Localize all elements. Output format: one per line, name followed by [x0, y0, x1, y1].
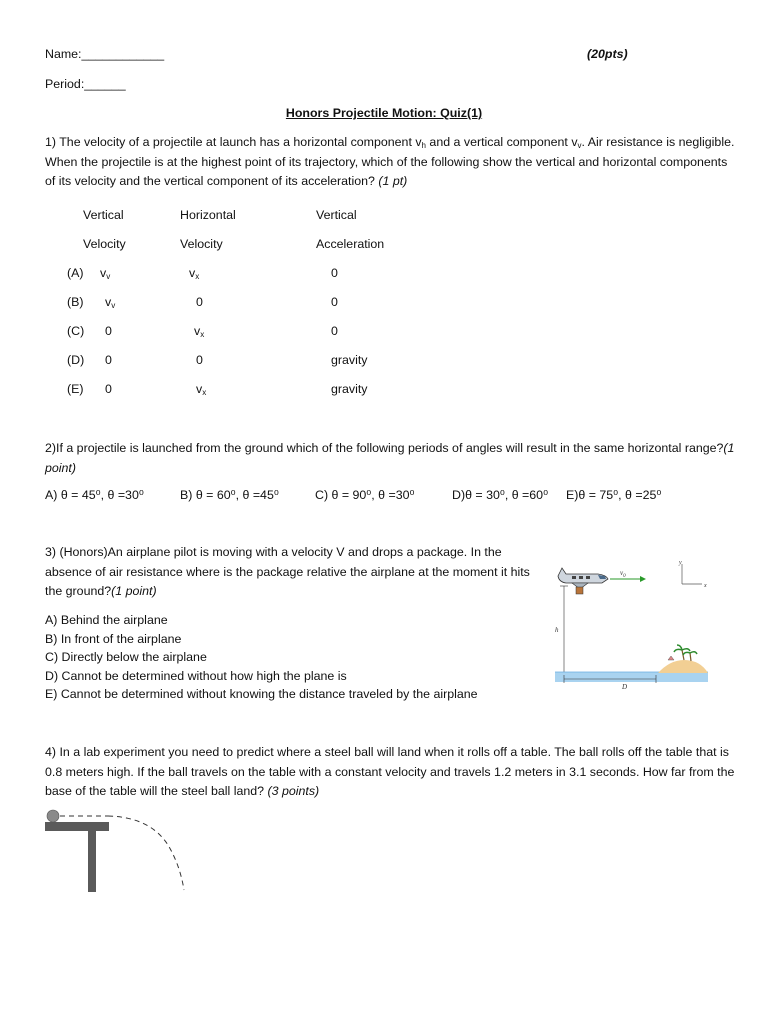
row-label: (D)	[67, 353, 85, 367]
col1-header-line2: Velocity	[83, 237, 126, 251]
horizontal-velocity: $v_x$	[196, 382, 207, 397]
vertical-velocity: 0	[105, 382, 112, 396]
palm-trees-icon	[668, 645, 697, 661]
height-label: h	[555, 626, 559, 634]
horizontal-velocity: $v_x$	[194, 324, 205, 339]
package-icon	[576, 587, 583, 594]
table-leg	[88, 831, 96, 892]
name-line	[45, 47, 164, 61]
row-label: (C)	[67, 324, 85, 338]
row-label: (A)	[67, 266, 84, 280]
steel-ball-icon	[47, 810, 59, 822]
col2-header-line2: Velocity	[180, 237, 223, 251]
q3-options	[45, 611, 478, 704]
table-ball-figure	[40, 805, 195, 900]
question-1-points: (1 pt)	[378, 174, 408, 188]
distance-label: D	[622, 683, 628, 691]
q3-option: E) Cannot be determined without knowing the distance traveled by the airplane	[45, 687, 478, 701]
q2-option: B) θ = 60⁰, θ =45⁰	[180, 488, 279, 502]
vertical-velocity: $v_v$	[105, 295, 116, 310]
col3-header-line2: Acceleration	[316, 237, 385, 251]
row-label: (B)	[67, 295, 84, 309]
airplane-icon	[558, 568, 608, 594]
q2-option: D)θ = 30⁰, θ =60⁰	[452, 488, 549, 502]
water	[555, 672, 708, 682]
q2-option: A) θ = 45⁰, θ =30⁰	[45, 488, 144, 502]
q3-option: D) Cannot be determined without how high the plane is	[45, 668, 347, 683]
period-blank: ______	[84, 77, 126, 91]
q3-option: B) In front of the airplane	[45, 631, 182, 646]
velocity-label: $v_0$	[620, 569, 626, 579]
vertical-acceleration: gravity	[331, 382, 368, 396]
island-icon	[658, 660, 708, 673]
question-3-points: (1 point)	[111, 584, 157, 598]
horizontal-velocity: 0	[196, 353, 203, 367]
period-line	[45, 77, 126, 91]
svg-text:y: y	[679, 560, 682, 566]
col2-header-line1: Horizontal	[180, 208, 236, 222]
vertical-acceleration: 0	[331, 295, 338, 309]
col3-header-line1: Vertical	[316, 208, 357, 222]
vertical-velocity: $v_v$	[100, 266, 111, 281]
q3-option: A) Behind the airplane	[45, 613, 168, 627]
period-label: Period:	[45, 77, 85, 91]
q3-option: C) Directly below the airplane	[45, 650, 207, 664]
question-4-points: (3 points)	[267, 784, 320, 798]
airplane-drop-figure	[550, 556, 715, 696]
trajectory-path	[108, 816, 184, 890]
svg-text:x: x	[704, 583, 707, 589]
q2-option: C) θ = 90⁰, θ =30⁰	[315, 488, 415, 502]
vertical-acceleration: 0	[331, 324, 338, 338]
table-top	[45, 822, 109, 831]
q2-option: E)θ = 75⁰, θ =25⁰	[566, 488, 662, 502]
question-2: 2)If a projectile is launched from the ground which of the following periods of angles will result in the same horizontal range?(1 point)	[45, 441, 735, 475]
question-1: 1) The velocity of a projectile at launch has a horizontal component $v_h$ and a vertical component $v_v$. Air resistance is negligible. When the projectile is at the highest point of its trajectory, which of the following show the vertical and horizontal components of its velocity and the vertical component of its acceleration? (1 pt)	[45, 135, 735, 188]
question-3: 3) (Honors)An airplane pilot is moving with a velocity V and drops a package. In the absence of air resistance where is the package relative the airplane at the moment it hits the ground?(1 point)	[45, 545, 530, 598]
question-2-points: (1 point)	[45, 441, 735, 475]
page-title: Honors Projectile Motion: Quiz(1)	[285, 106, 483, 120]
vertical-acceleration: gravity	[331, 353, 368, 367]
horizontal-velocity: $v_x$	[189, 266, 200, 281]
vertical-acceleration: 0	[331, 266, 338, 280]
col1-header-line1: Vertical	[83, 208, 124, 222]
axes-icon	[678, 560, 707, 589]
row-label: (E)	[67, 382, 84, 396]
total-points: (20pts)	[587, 47, 628, 61]
vertical-velocity: 0	[105, 324, 112, 338]
name-label: Name:	[45, 47, 82, 61]
horizontal-velocity: 0	[196, 295, 203, 309]
vertical-velocity: 0	[105, 353, 112, 367]
question-4: 4) In a lab experiment you need to predict where a steel ball will land when it rolls off a table. The ball rolls off the table that is 0.8 meters high. If the ball travels on the table with a constant velocity and travels 1.2 meters in 3.1 seconds. How far from the base of the table will the steel ball land? (3 points)	[45, 745, 735, 798]
name-blank: ____________	[81, 47, 165, 61]
